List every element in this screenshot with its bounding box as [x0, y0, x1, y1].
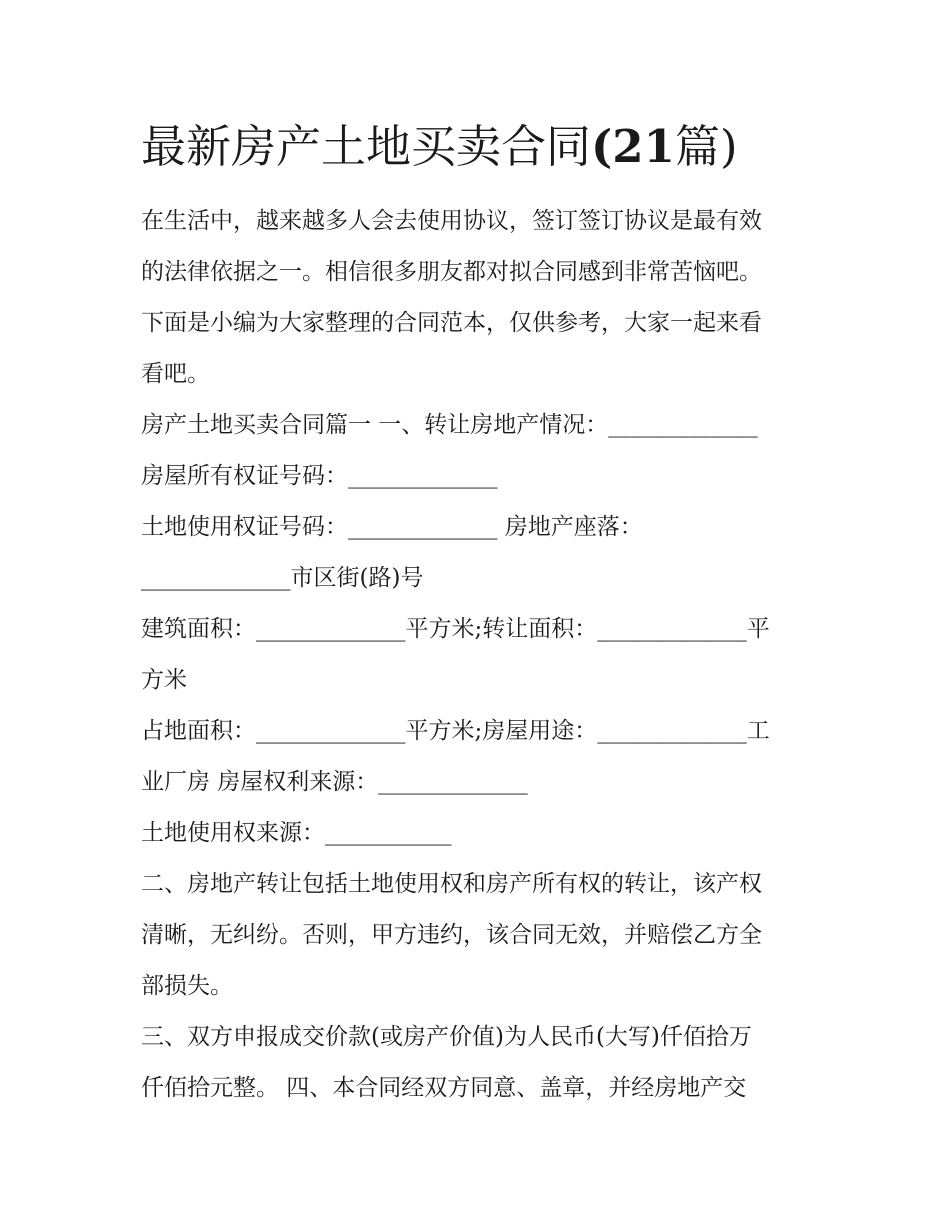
text-line: 建筑面积：_____________平方米;转让面积：_____________平	[141, 616, 770, 642]
text-line: _____________市区街(路)号	[141, 565, 424, 591]
document-title	[141, 112, 813, 182]
text-line: 土地使用权证号码：_____________ 房地产座落：	[141, 514, 643, 540]
text-line: 方米	[141, 667, 187, 693]
document-page	[141, 112, 813, 1114]
text-line: 二、房地产转让包括土地使用权和房产所有权的转让，该产权	[141, 871, 762, 897]
text-line: 看吧。	[141, 361, 210, 387]
text-line: 业厂房 房屋权利来源：_____________	[141, 769, 528, 795]
text-line: 房屋所有权证号码：_____________	[141, 463, 498, 489]
text-line: 仟佰拾元整。 四、本合同经双方同意、盖章，并经房地产交	[141, 1075, 747, 1101]
text-line: 的法律依据之一。相信很多朋友都对拟合同感到非常苦恼吧。	[141, 259, 762, 285]
title-main: 最新房产土地买卖合同	[141, 120, 592, 173]
text-line: 部损失。	[141, 973, 233, 999]
text-line: 土地使用权来源：___________	[141, 820, 452, 846]
title-count: (21	[591, 120, 675, 173]
text-line: 占地面积：_____________平方米;房屋用途：_____________工	[141, 718, 770, 744]
text-line: 三、双方申报成交价款(或房产价值)为人民币(大写)仟佰拾万	[141, 1024, 752, 1050]
text-line: 在生活中，越来越多人会去使用协议，签订签订协议是最有效	[141, 208, 762, 234]
text-line: 下面是小编为大家整理的合同范本，仅供参考，大家一起来看	[141, 310, 762, 336]
text-line: 房产土地买卖合同篇一 一、转让房地产情况：_____________	[141, 412, 758, 438]
title-tail: 篇)	[674, 120, 738, 173]
text-line: 清晰，无纠纷。否则，甲方违约，该合同无效，并赔偿乙方全	[141, 922, 762, 948]
